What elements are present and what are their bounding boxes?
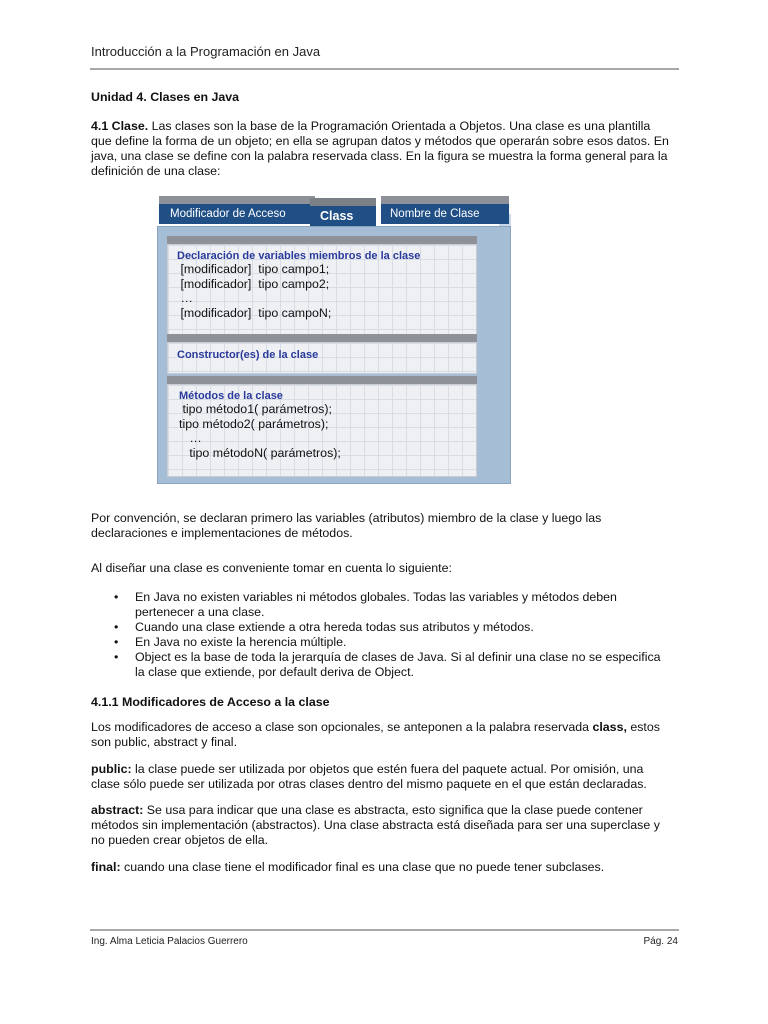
panel-methods-title: Métodos de la clase (179, 390, 283, 402)
unit-title: Unidad 4. Clases en Java (91, 90, 240, 104)
list-item: • En Java no existen variables ni métodos globales. Todas las variables y métodos deben pertenecer a una clase. (114, 590, 617, 619)
method-line: tipo métodoN( parámetros); (179, 445, 341, 460)
bullet-icon: • (114, 620, 119, 634)
list-item: • Cuando una clase extiende a otra hereda todas sus atributos y métodos. (114, 620, 534, 634)
bullet-icon: • (114, 650, 119, 664)
footer-rule (90, 929, 679, 931)
var-line: … (177, 291, 193, 305)
design-bullet-list (91, 590, 679, 680)
var-line: [modificador] tipo campo1; (177, 262, 330, 276)
section-heading-4-1-1: 4.1.1 Modificadores de Acceso a la clase (91, 695, 330, 709)
bullet-icon: • (114, 590, 119, 604)
method-line: … (179, 431, 202, 445)
intro-line-4: definición de una clase: (91, 164, 221, 178)
intro-line-1: Las clases son la base de la Programación Orientada a Objetos. Una clase es una plantilla (151, 119, 651, 133)
footer-author: Ing. Alma Leticia Palacios Guerrero (91, 936, 248, 947)
list-item: • En Java no existe la herencia múltiple. (114, 635, 347, 649)
panel-methods (167, 376, 477, 477)
final-definition: final: cuando una clase tiene el modificador final es una clase que no puede tener subclases. (91, 860, 605, 874)
method-line: tipo método1( parámetros); (179, 402, 332, 416)
term-final: final: (91, 860, 121, 874)
term-abstract: abstract: (91, 803, 144, 817)
panel-variables (167, 236, 477, 337)
intro-line-3: java, una clase se define con la palabra reservada class. En la figura se muestra la forma general para la (91, 149, 668, 163)
running-header: Introducción a la Programación en Java (91, 44, 321, 59)
modifiers-intro: Los modificadores de acceso a clase son opcionales, se anteponen a la palabra reservada class, estos son public, abstract y final. (91, 720, 660, 749)
tab-class: Class (310, 198, 376, 226)
abstract-definition: abstract: Se usa para indicar que una clase es abstracta, esto significa que la clase puede contener métodos sin implementación (abstractos). Una clase abstracta está diseñada para ser una superclase y no pueden crear objetos de ella. (91, 803, 660, 847)
term-public: public: (91, 762, 132, 776)
header-rule (90, 68, 679, 70)
class-structure-diagram (157, 196, 512, 486)
bullet-icon: • (114, 635, 119, 649)
intro-line-2: que define la forma de un objeto; en ella se agrupan datos y métodos que operarán sobre esos datos. En (91, 134, 669, 148)
footer-page-number: Pág. 24 (643, 936, 678, 947)
section-lead: 4.1 Clase. (91, 119, 149, 133)
panel-variables-title: Declaración de variables miembros de la clase (177, 250, 421, 262)
var-line: [modificador] tipo campoN; (177, 305, 332, 320)
tab-class-name: Nombre de Clase (381, 196, 509, 224)
tab-modifier: Modificador de Acceso (159, 196, 315, 224)
panel-constructor (167, 334, 477, 374)
convention-paragraph: Por convención, se declaran primero las variables (atributos) miembro de la clase y luego las declaraciones e implementaciones de métodos. (91, 511, 602, 540)
panel-constructor-title: Constructor(es) de la clase (177, 349, 319, 361)
method-line: tipo método2( parámetros); (179, 416, 329, 431)
design-intro: Al diseñar una clase es conveniente tomar en cuenta lo siguiente: (91, 561, 452, 575)
intro-paragraph (91, 119, 679, 179)
var-line: [modificador] tipo campo2; (177, 276, 330, 291)
list-item: • Object es la base de toda la jerarquía de clases de Java. Si al definir una clase no se especifica la clase que extiende, por default deriva de Object. (114, 650, 661, 679)
public-definition: public: la clase puede ser utilizada por objetos que estén fuera del paquete actual. Por omisión, una clase sólo puede ser utilizada por otras clases dentro del mismo paquete en el que están declaradas. (91, 762, 647, 791)
